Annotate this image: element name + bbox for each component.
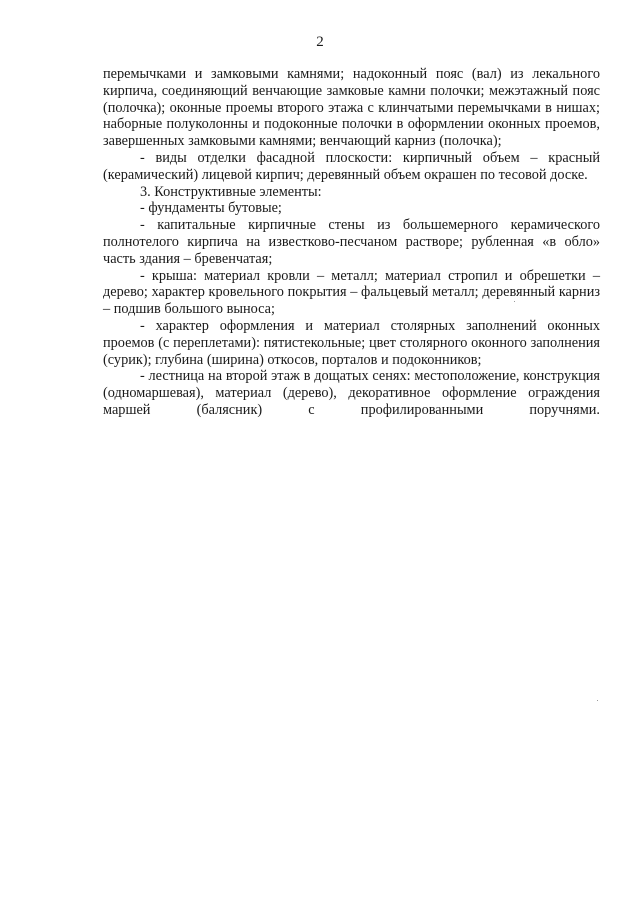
paragraph-facade-finish: - виды отделки фасадной плоскости: кирпичный объем – красный (керамический) лицевой кирпич; деревянный объем окрашен по тесовой доске.	[103, 149, 600, 183]
paragraph-roof: - крыша: материал кровли – металл; материал стропил и обрешетки – дерево; характер кровельного покрытия – фальцевый металл; деревянный карниз – подшив большого выноса;	[103, 267, 600, 318]
scan-speck	[514, 301, 515, 302]
paragraph-windows: - характер оформления и материал столярных заполнений оконных проемов (с переплетами): пятистекольные; цвет столярного оконного заполнения (сурик); глубина (ширина) откосов, порталов и подоконников;	[103, 317, 600, 368]
paragraph-facade-details: перемычками и замковыми камнями; надоконный пояс (вал) из лекального кирпича, соединяющий венчающие замковые камни полочки; межэтажный пояс (полочка); оконные проемы второго этажа с клинчатыми перемычками в нишах; наборные полуколонны и подоконные полочки в оформлении оконных проемов, завершенных замковыми камнями; венчающий карниз (полочка);	[103, 66, 600, 150]
page-number: 2	[316, 34, 324, 50]
scan-speck	[597, 700, 598, 701]
paragraph-foundations: - фундаменты бутовые;	[140, 200, 282, 217]
paragraph-staircase: - лестница на второй этаж в дощатых сенях: местоположение, конструкция (одномаршевая), материал (дерево), декоративное оформление ограждения маршей (балясник) с профилированными поручнями.	[103, 368, 600, 418]
paragraph-structural-heading: 3. Конструктивные элементы:	[140, 183, 322, 200]
paragraph-walls: - капитальные кирпичные стены из большемерного керамического полнотелого кирпича на известково-песчаном растворе; рубленная «в обло» часть здания – бревенчатая;	[103, 217, 600, 267]
document-body	[103, 66, 600, 419]
